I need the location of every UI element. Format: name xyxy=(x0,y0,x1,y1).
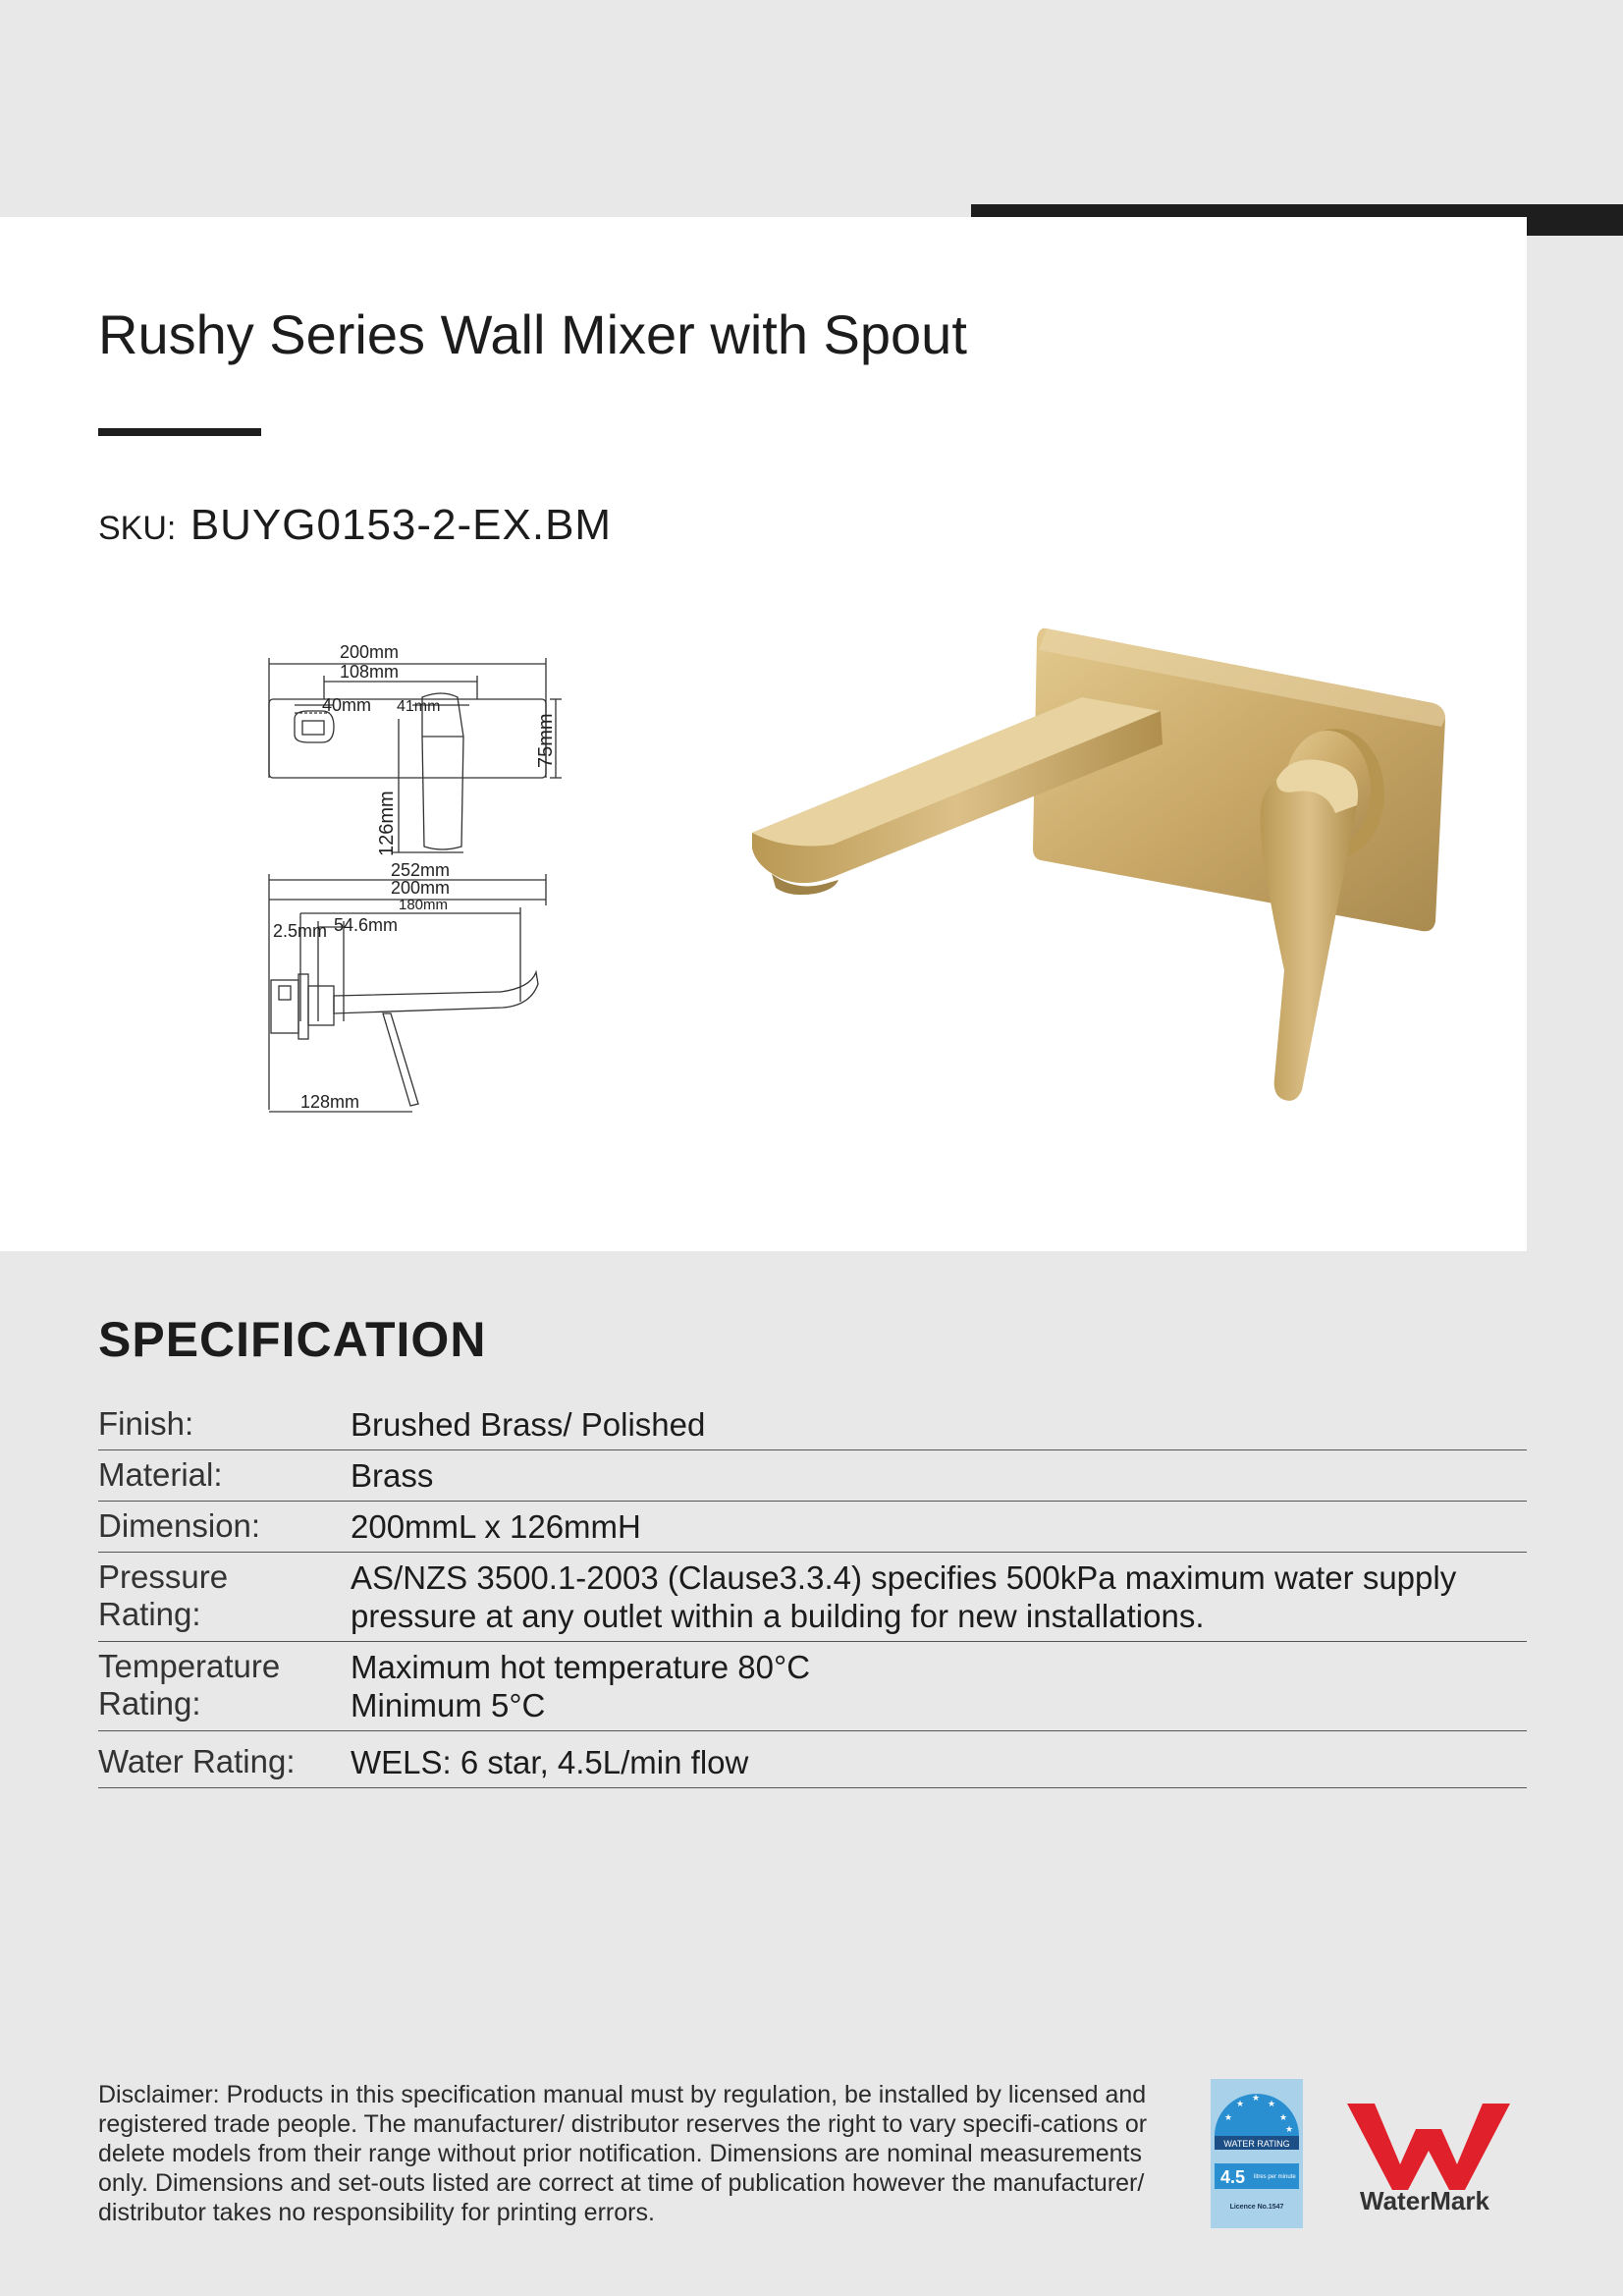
disclaimer-text: Disclaimer: Products in this specification manual must by regulation, be installed by licensed and registered trade people. The manufacturer/ distributor reserves the right to vary specifi-cations or delete models from their range without prior notification. Dimensions are nominal measurements only. Dimensions and set-outs listed are correct at time of publication however the manufacturer/ distributor takes no responsibility for printing errors. xyxy=(98,2081,1148,2226)
spec-row-pressure xyxy=(98,1553,1527,1642)
svg-text:★: ★ xyxy=(1285,2124,1294,2134)
spec-value: Brass xyxy=(351,1457,434,1494)
wels-value: 4.5 xyxy=(1220,2167,1246,2187)
spec-label: Dimension: xyxy=(98,1507,261,1544)
product-image xyxy=(746,617,1453,1108)
dim-54-6mm: 54.6mm xyxy=(334,915,399,935)
spec-value: WELS: 6 star, 4.5L/min flow xyxy=(351,1744,749,1780)
svg-text:★: ★ xyxy=(1268,2099,1276,2108)
dim-41mm: 41mm xyxy=(397,698,441,715)
wels-unit: litres per minute xyxy=(1254,2174,1296,2180)
spec-label: Pressure Rating: xyxy=(98,1558,229,1632)
spec-row-finish xyxy=(98,1399,1527,1450)
specification-heading: SPECIFICATION xyxy=(98,1312,487,1367)
svg-text:★: ★ xyxy=(1279,2112,1288,2122)
dim-108mm: 108mm xyxy=(340,662,400,682)
dim-126mm: 126mm xyxy=(376,791,398,856)
dim-40mm: 40mm xyxy=(322,695,372,715)
spec-row-dimension xyxy=(98,1502,1527,1553)
spec-value: Maximum hot temperature 80°C Minimum 5°C xyxy=(351,1649,811,1723)
spec-label: Water Rating: xyxy=(98,1743,296,1779)
wels-rating-logo xyxy=(1211,2079,1303,2228)
specification-table xyxy=(98,1399,1527,1788)
sku-value: BUYG0153-2-EX.BM xyxy=(189,501,613,549)
sku-line xyxy=(98,501,612,550)
dim-252mm: 252mm xyxy=(391,860,451,880)
technical-drawing xyxy=(245,629,579,1120)
spec-label: Temperature Rating: xyxy=(98,1648,281,1722)
dim-180mm: 180mm xyxy=(399,897,449,913)
spec-value: 200mmL x 126mmH xyxy=(351,1508,641,1545)
spec-row-water-rating xyxy=(98,1731,1527,1788)
title-underline xyxy=(98,428,261,436)
spec-value: AS/NZS 3500.1-2003 (Clause3.3.4) specifies 500kPa maximum water supply pressure at any outlet within a building for new installations. xyxy=(351,1559,1457,1634)
dim-200mm-side: 200mm xyxy=(391,878,451,898)
dim-128mm: 128mm xyxy=(300,1092,360,1112)
spec-label: Material: xyxy=(98,1456,223,1493)
sku-label: SKU: xyxy=(98,510,177,547)
spec-row-material xyxy=(98,1450,1527,1502)
spec-label: Finish: xyxy=(98,1405,194,1442)
svg-text:★: ★ xyxy=(1224,2112,1233,2122)
svg-text:★: ★ xyxy=(1236,2099,1245,2108)
dim-2-5mm: 2.5mm xyxy=(273,921,328,941)
svg-text:★: ★ xyxy=(1252,2093,1261,2103)
watermark-label: WaterMark xyxy=(1360,2186,1489,2215)
spec-row-temperature xyxy=(98,1642,1527,1731)
dim-75mm: 75mm xyxy=(535,713,557,768)
wels-licence: Licence No.1547 xyxy=(1229,2204,1284,2211)
wels-label: WATER RATING xyxy=(1223,2139,1290,2149)
page-title: Rushy Series Wall Mixer with Spout xyxy=(98,303,967,365)
spec-value: Brushed Brass/ Polished xyxy=(351,1406,706,1443)
dim-200mm-top: 200mm xyxy=(340,642,400,662)
